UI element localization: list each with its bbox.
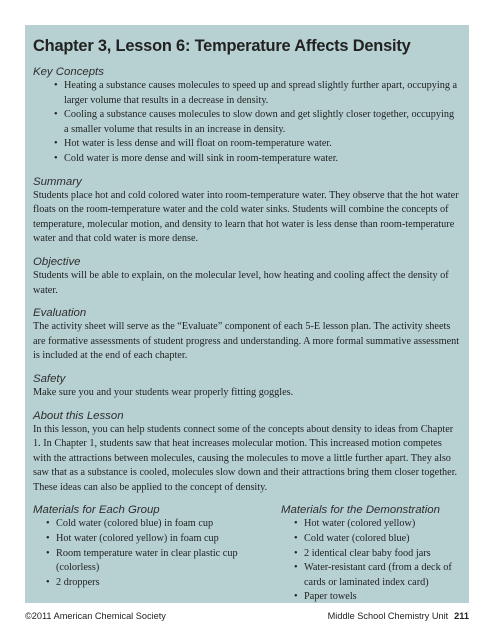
bullet-icon: • bbox=[294, 547, 298, 559]
list-item: • 2 identical clear baby food jars bbox=[294, 547, 461, 562]
list-item: • Water-resistant card (from a deck of cards or laminated index card) bbox=[294, 562, 452, 588]
key-concepts-list bbox=[33, 79, 461, 167]
bullet-icon: • bbox=[54, 109, 58, 121]
summary-heading: Summary bbox=[33, 175, 82, 188]
materials-demo-section bbox=[281, 504, 461, 605]
list-item: • Cooling a substance causes molecules to slow down and get slightly closer together, occupying a smaller volume that results in an increase in density. bbox=[54, 109, 455, 135]
bullet-icon: • bbox=[46, 576, 50, 588]
materials-columns bbox=[33, 504, 461, 605]
bullet-icon: • bbox=[54, 152, 58, 164]
page-title: Chapter 3, Lesson 6: Temperature Affects Density bbox=[33, 37, 411, 55]
page-number: 211 bbox=[454, 611, 469, 621]
list-item: • Heating a substance causes molecules to speed up and spread slightly further apart, occupying a larger volume that results in a decrease in density. bbox=[54, 80, 458, 106]
bullet-icon: • bbox=[294, 591, 298, 603]
list-item: • Paper towels bbox=[294, 590, 461, 605]
summary-text: Students place hot and cold colored water into room-temperature water. They observe that the hot water floats on the room-temperature water and the cold water sinks. Students will combine the concepts of temperature, molecular motion, and density to learn that hot water is less dense than room-temperature water and that cold water is more dense. bbox=[33, 189, 459, 245]
list-item: • Hot water (colored yellow) in foam cup bbox=[46, 532, 281, 547]
bullet-icon: • bbox=[294, 562, 298, 574]
bullet-icon: • bbox=[46, 518, 50, 530]
list-item: • Cold water (colored blue) bbox=[294, 532, 461, 547]
list-item: • Hot water is less dense and will float on room-temperature water. bbox=[54, 137, 461, 152]
bullet-icon: • bbox=[294, 518, 298, 530]
copyright-text: ©2011 American Chemical Society bbox=[25, 611, 166, 621]
bullet-icon: • bbox=[54, 138, 58, 150]
evaluation-text: The activity sheet will serve as the “Evaluate” component of each 5-E lesson plan. The activity sheets are formative assessments of student progress and understanding. A more formal summative assessment is included at the end of each chapter. bbox=[33, 321, 460, 362]
list-item: • Room temperature water in clear plastic cup (colorless) bbox=[46, 547, 238, 574]
materials-group-heading: Materials for Each Group bbox=[33, 504, 160, 517]
materials-demo-heading: Materials for the Demonstration bbox=[281, 504, 440, 517]
list-item: • Cold water (colored blue) in foam cup bbox=[46, 517, 281, 532]
evaluation-heading: Evaluation bbox=[33, 307, 87, 320]
page-footer bbox=[25, 611, 469, 621]
materials-group-section bbox=[33, 504, 281, 605]
about-text: In this lesson, you can help students connect some of the concepts about density to ideas from Chapter 1. In Chapter 1, students saw that heat increases molecular motion. This increased motion competes with the attractions between molecules, causing the molecules to move a little further apart. They also saw that as a substance is cooled, molecules slow down and their attractions bring them closer together. These ideas can also be applied to the concept of density. bbox=[33, 423, 458, 493]
list-item: • Cold water is more dense and will sink in room-temperature water. bbox=[54, 152, 461, 167]
list-item: • Hot water (colored yellow) bbox=[294, 517, 461, 532]
objective-heading: Objective bbox=[33, 255, 81, 268]
lesson-panel bbox=[25, 25, 469, 603]
bullet-icon: • bbox=[294, 533, 298, 545]
bullet-icon: • bbox=[54, 80, 58, 91]
materials-group-list bbox=[33, 517, 281, 590]
list-item: • 2 droppers bbox=[46, 576, 281, 591]
unit-title: Middle School Chemistry Unit bbox=[327, 611, 449, 621]
safety-heading: Safety bbox=[33, 372, 66, 385]
about-heading: About this Lesson bbox=[33, 409, 124, 422]
materials-demo-list bbox=[281, 517, 461, 605]
safety-text: Make sure you and your students wear properly fitting goggles. bbox=[33, 386, 294, 398]
key-concepts-heading: Key Concepts bbox=[33, 66, 104, 78]
objective-text: Students will be able to explain, on the molecular level, how heating and cooling affect the density of water. bbox=[33, 269, 449, 296]
bullet-icon: • bbox=[46, 533, 50, 545]
bullet-icon: • bbox=[46, 547, 50, 559]
footer-right bbox=[328, 611, 469, 621]
